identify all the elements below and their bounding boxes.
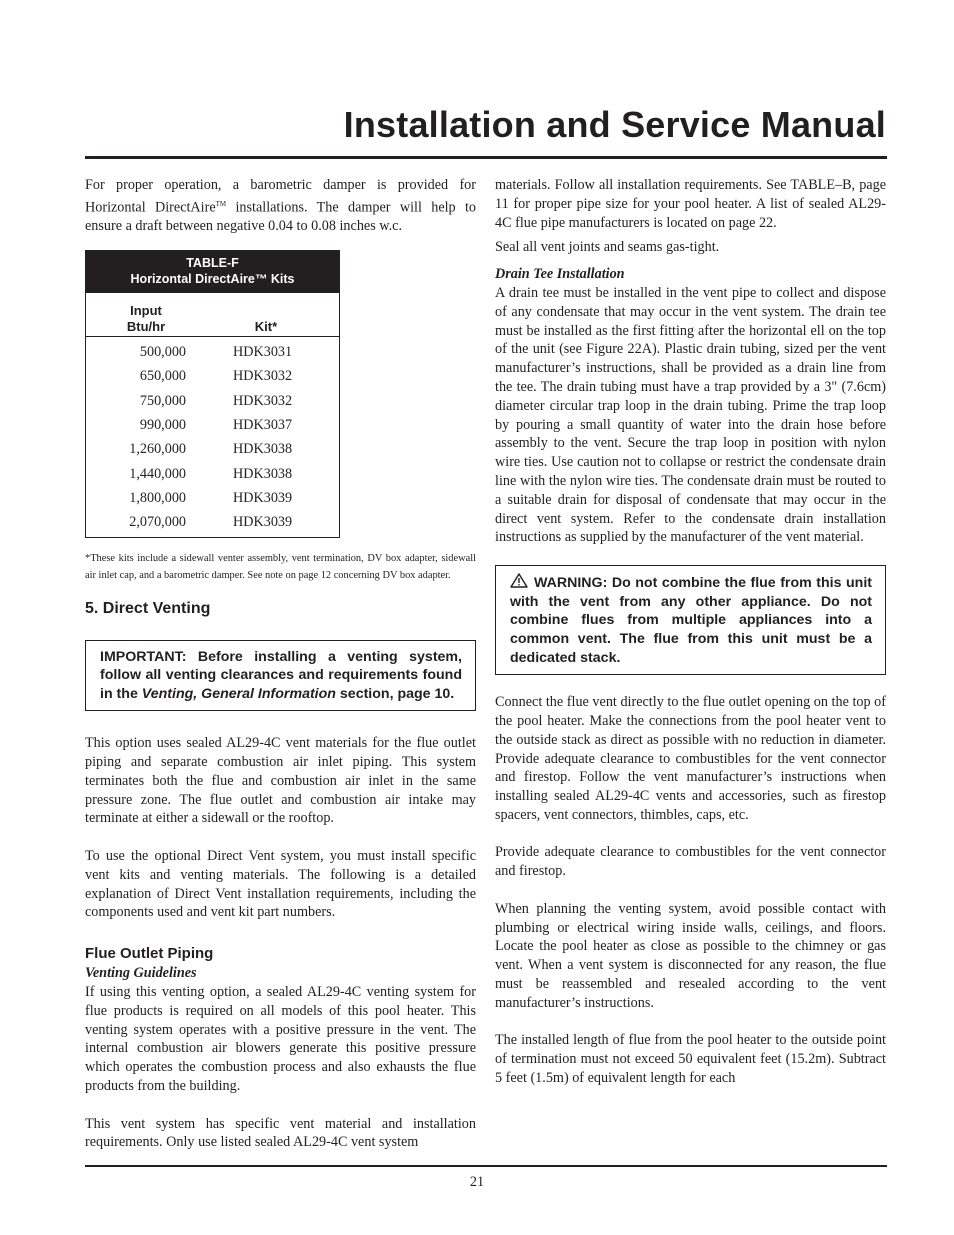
table-row <box>86 413 339 437</box>
table-row <box>86 340 339 364</box>
column-header-kit: Kit* <box>254 319 278 335</box>
important-notice: IMPORTANT: Before installing a venting system, follow all venting clearances and requirements found in the Venting, General Information section, page 10. <box>85 640 476 712</box>
table-row <box>86 437 339 461</box>
kit-cell: HDK3039 <box>233 514 293 531</box>
important-reference: Venting, General Information <box>141 685 336 702</box>
materials-paragraph: materials. Follow all installation requirements. See TABLE–B, page 11 for proper pipe size for your pool heater. A list of sealed AL29-4C flue pipe manufacturers is located on page 22. <box>495 177 886 231</box>
table-row <box>86 462 339 486</box>
input-btu-cell: 1,440,000 <box>129 465 186 482</box>
input-btu-cell: 990,000 <box>139 417 186 434</box>
flue-outlet-paragraph-2: This vent system has specific vent material and installation requirements. Only use listed sealed AL29-4C vent system <box>85 1115 476 1151</box>
input-btu-cell: 1,800,000 <box>129 489 186 506</box>
direct-vent-paragraph-1: This option uses sealed AL29-4C vent materials for the flue outlet piping and separate combustion air inlet piping. This system terminates both the flue and combustion air inlet in the same pressure zone. The flue outlet and combustion air intake may terminate at either a sidewall or the rooftop. <box>85 735 476 827</box>
venting-guidelines-heading: Venting Guidelines <box>85 965 197 982</box>
connect-flue-paragraph: Connect the flue vent directly to the flue outlet opening on the top of the pool heater. Make the connections from the pool heater vent to the outside stack as direct as possible with no reduction in diameter. Provide adequate clearance to combustibles for the vent connector and firestop. Follow the vent manufacturer’s instructions when installing sealed AL29-4C vents and accessories, such as firestop spacers, vent connectors, thimbles, caps, etc. <box>495 694 886 823</box>
kit-cell: HDK3031 <box>233 344 293 361</box>
table-f <box>85 250 340 537</box>
clearance-paragraph: Provide adequate clearance to combustibles for the vent connector and firestop. <box>495 844 886 880</box>
table-label: TABLE-F <box>186 256 239 271</box>
warning-label: WARNING <box>534 575 603 592</box>
input-btu-cell: 750,000 <box>139 392 186 409</box>
table-rows <box>86 337 339 536</box>
right-column <box>495 176 886 1088</box>
kit-cell: HDK3038 <box>233 465 293 482</box>
seal-joints-paragraph: Seal all vent joints and seams gas-tight. <box>495 239 720 256</box>
input-btu-cell: 650,000 <box>139 368 186 385</box>
table-row <box>86 510 339 534</box>
input-btu-cell: 1,260,000 <box>129 441 186 458</box>
drain-tee-paragraph: A drain tee must be installed in the vent pipe to collect and dispose of any condensate that may occur in the vent system. The drain tee must be installed as the first fitting after the horizontal ell on the top of the unit (see Figure 22A). Plastic drain tubing, sized per the vent manufacturer’s instructions, shall be provided as a drain line from the tee. The drain tubing must have a trap provided by a 3" (7.6cm) diameter circular trap loop in the drain tubing. Prime the trap loop by pouring a small quantity of water into the drain hose before assembly to the vent. Secure the trap loop in position with nylon wire ties. Use caution not to collapse or restrict the condensate drain line with the nylon wire ties. The condensate drain must be routed to a suitable drain for disposal of condensate that may occur in the direct vent system. Refer to the condensate drain installation instructions as supplied by the manufacturer of the vent material. <box>495 284 886 546</box>
kit-cell: HDK3032 <box>233 368 293 385</box>
planning-paragraph: When planning the venting system, avoid possible contact with plumbing or electrical wiring inside walls, ceilings, and floors. Locate the pool heater as close as possible to the chimney or gas vent. When a vent system is disconnected for any reason, the flue must be reassembled and resealed according to the vent manufacturer’s instructions. <box>495 900 886 1011</box>
flue-outlet-paragraph-1: If using this venting option, a sealed AL29-4C venting system for flue products is required on all models of this pool heater. This venting system operates with a positive pressure in the vent. The internal combustion air blowers generate this positive pressure which operates the combustion process and also exhausts the flue products from the building. <box>85 984 476 1095</box>
left-column <box>85 176 476 1152</box>
table-header <box>86 251 339 293</box>
kit-cell: HDK3039 <box>233 489 293 506</box>
page-title: Installation and Service Manual <box>343 104 886 145</box>
installed-length-paragraph: The installed length of flue from the pool heater to the outside point of termination must not exceed 50 equivalent feet (15.2m). Subtract 5 feet (1.5m) of equivalent length for each <box>495 1032 886 1087</box>
table-title: Horizontal DirectAire™ Kits <box>130 272 295 287</box>
section-heading: 5. Direct Venting <box>85 599 211 617</box>
footer-rule <box>85 1165 887 1167</box>
input-btu-cell: 500,000 <box>139 344 186 361</box>
kit-cell: HDK3037 <box>233 417 293 434</box>
title-rule <box>85 156 887 159</box>
table-row <box>86 389 339 413</box>
drain-tee-heading: Drain Tee Installation <box>495 266 625 283</box>
direct-vent-paragraph-2: To use the optional Direct Vent system, you must install specific vent kits and venting materials. The following is a detailed explanation of Direct Vent installation requirements, including the components used and vent kit part numbers. <box>85 848 476 921</box>
page-number: 21 <box>469 1174 485 1190</box>
table-row <box>86 364 339 388</box>
input-btu-cell: 2,070,000 <box>129 514 186 531</box>
warning-notice: WARNING: Do not combine the flue from this unit with the vent from any other appliance. Do not combine flues from multiple appliances into a common vent. The flue from this unit must be a dedicated stack. <box>495 565 886 675</box>
table-row <box>86 486 339 510</box>
kit-cell: HDK3038 <box>233 441 293 458</box>
column-header-input: Input Btu/hr <box>126 303 166 335</box>
intro-paragraph: For proper operation, a barometric damper is provided for Horizontal DirectAire™ installations. The damper will help to ensure a draft between negative 0.04 to 0.08 inches w.c. <box>85 177 476 235</box>
kit-cell: HDK3032 <box>233 392 293 409</box>
subsection-heading: Flue Outlet Piping <box>85 945 214 963</box>
trademark-mark: TM <box>215 199 227 208</box>
warning-triangle-icon <box>510 573 528 588</box>
table-footnote: *These kits include a sidewall venter assembly, vent termination, DV box adapter, sidewall air inlet cap, and a barometric damper. See note on page 12 concerning DV box adapter. <box>85 552 476 581</box>
table-column-headers <box>86 303 339 337</box>
